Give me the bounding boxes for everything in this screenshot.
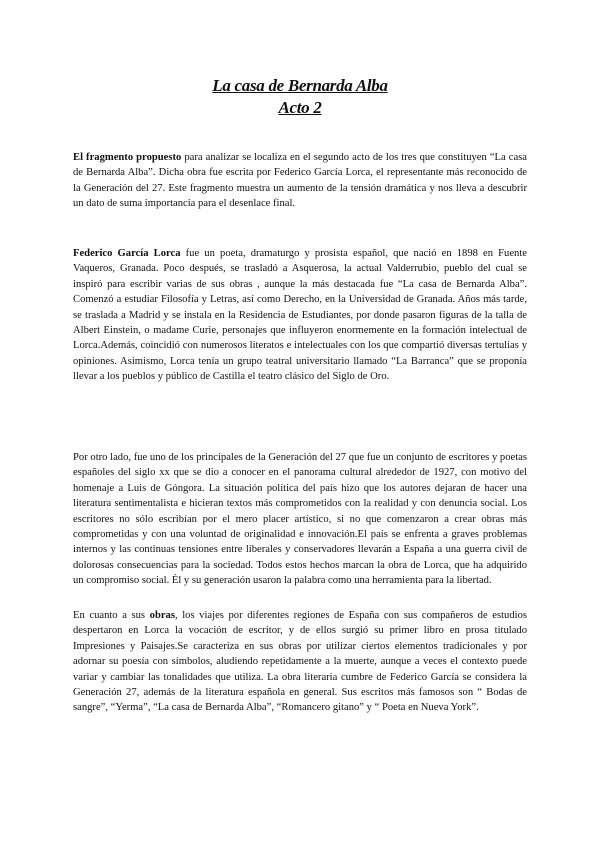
- paragraph-lorca-bio: [73, 246, 527, 385]
- paragraph-text: , los viajes por diferentes regiones de España con sus compañeros de estudios despertaron en Lorca la vocación de escritor, y de ellos surgió su primer libro en prosa titulado Impresiones y Paisajes.Se caracteriza en sus obras por utilizar ciertos elementos tradicionales y por adornar su poesía con símbolos, aludiendo repetidamente a la muerte, aunque a veces el contexto puede variar y cambiar las tonalidades que utiliza. La obra literaria cumbre de Federico García se considera la Generación 27, además de la literatura española en general. Sus escritos más famosos son “ Bodas de sangre”, “Yerma”, “La casa de Bernarda Alba”, “Romancero gitano” y “ Poeta en Nueva York”.: [73, 610, 527, 714]
- paragraph-lead: El fragmento propuesto: [73, 152, 182, 163]
- paragraph-text: para analizar se localiza en el segundo acto de los tres que constituyen “La casa de Bernarda Alba”. Dicha obra fue escrita por Federico García Lorca, el representante más reconocido de la Generación del 27. Este fragmento muestra un aumento de la tensión dramática y nos lleva a descubrir un dato de suma importancia para el desenlace final.: [73, 152, 527, 210]
- document-title: La casa de Bernarda Alba: [212, 76, 388, 95]
- paragraph-lead: obras: [149, 610, 175, 621]
- paragraph-fragment: [73, 150, 527, 212]
- document-subtitle: Acto 2: [278, 98, 322, 117]
- paragraph-pre: En cuanto a sus: [73, 610, 150, 621]
- paragraph-obras: [73, 608, 527, 716]
- paragraph-text: Por otro lado, fue uno de los principales de la Generación del 27 que fue un conjunto de escritores y poetas españoles del siglo xx que se dio a conocer en el panorama cultural alrededor de 1927, con motivo del homenaje a Luis de Góngora. La situación política del país hizo que los autores dejaran de hacer una literatura sentimentalista e hicieran textos más comprometidos con la realidad y con denuncia social. Los escritores no sólo escribían por el mero placer artístico, si no que comenzaron a crear obras más comprometidas y con una voluntad de originalidad e innovación.El país se enfrenta a graves problemas internos y las continuas tensiones entre liberales y conservadores llevarán a España a una guerra civil de dolorosas consecuencias para la sociedad. Todos estos hechos marcan la obra de Lorca, que ha adquirido un compromiso social. Él y su generación usaron la palabra como una herramienta para la libertad.: [73, 452, 527, 587]
- paragraph-text: fue un poeta, dramaturgo y prosista español, que nació en 1898 en Fuente Vaqueros, Granada. Poco después, se trasladó a Asquerosa, la actual Valderrubio, pueblo del cual se inspiró para escribir varias de sus obras , aunque la más destacada fue “La casa de Bernarda Alba”. Comenzó a estudiar Filosofía y Letras, así como Derecho, en la Universidad de Granada. Años más tarde, se traslada a Madrid y se instala en la Residencia de Estudiantes, por donde pasaron figuras de la talla de Albert Einstein, o madame Curie, personajes que influyeron enormemente en la formación intelectual de Lorca.Además, coincidió con numerosos literatos e intelectuales con los que compartió diversas tertulias y opiniones. Asimismo, Lorca tenía un grupo teatral universitario llamado “La Barranca” que se proponía llevar a los pueblos y público de Castilla el teatro clásico del Siglo de Oro.: [73, 248, 528, 383]
- paragraph-generacion-27: [73, 450, 527, 589]
- paragraph-lead: Federico García Lorca: [73, 248, 181, 259]
